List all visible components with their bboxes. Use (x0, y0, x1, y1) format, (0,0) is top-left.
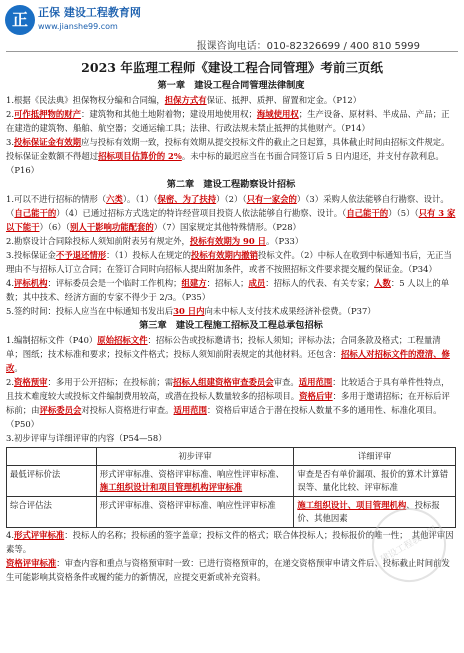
ch2-para-2 (6, 234, 456, 248)
highlight: 只有一家会的 (246, 194, 297, 204)
highlight: 招标人对招标文件的澄清、修改 (6, 349, 450, 373)
highlight: 保密、为了扶持 (157, 194, 217, 204)
text: 。未中标的最迟应当在书面合同签订后 5 日内退还，并支付存款利息。（P16） (6, 151, 444, 175)
highlight: 资格预审 (14, 377, 48, 387)
highlight: 施工组织设计、项目管理机构 (297, 500, 407, 510)
row-label: 综合评估法 (7, 497, 97, 528)
text: 应与投标有效期一致，投标有效期从提交投标文件的截止之日起算，具体截止时间由招标文件规定。投标保证金数额不得超过 (6, 137, 450, 161)
highlight: 成员 (248, 278, 266, 288)
ch3-para-2 (6, 375, 456, 431)
text: ；生产设备、原材料、半成品、产品；正在建造的建筑物、船舶、航空器；交通运输工具；法律、行政法规未禁止抵押的其他财产。（P14） (6, 109, 450, 133)
highlight: 人数 (374, 278, 391, 288)
text: 形式评审标准、资格评审标准、响应性评审标准、 (99, 469, 285, 479)
highlight: 组建方 (181, 278, 207, 288)
ch3-para-1 (6, 333, 456, 375)
text: 4. (6, 530, 14, 540)
ch1-para-1 (6, 93, 456, 107)
text: 向未中标人支付技术成果经济补偿费。（P37） (204, 306, 376, 316)
text: 1.根据《民法典》担保物权分编和合同编， (6, 95, 165, 105)
text: 3.投标保证金 (6, 250, 56, 260)
document-body (6, 78, 456, 584)
text: 5.签约时间：投标人应当在中标通知书发出后 (6, 306, 174, 316)
table-header-row (7, 448, 456, 466)
highlight: 六类 (106, 194, 123, 204)
table-cell: 审查是否有单价漏项、报价的算术计算错误等、量化比较、评审标准 (294, 466, 456, 497)
chapter-2-heading: 第二章 建设工程勘察设计招标 (166, 179, 296, 190)
text: 对投标人资格进行审查。 (81, 405, 174, 415)
text: ：建筑物和其他土地附着物；建设用地使用权； (81, 109, 257, 119)
ch2-para-3 (6, 248, 456, 276)
highlight: 别人干影响功能配套的 (69, 222, 154, 232)
highlight: 资格评审标准 (6, 558, 57, 568)
highlight: 招标项目估算价的 2% (98, 151, 182, 161)
text: ：招标人的代表、有关专家； (265, 278, 375, 288)
highlight: 原始招标文件 (97, 335, 148, 345)
text: 4. (6, 278, 14, 288)
text: ）（2）（ (216, 194, 247, 204)
ch2-para-5 (6, 304, 456, 318)
highlight: 投标有效期内撤销 (191, 250, 259, 260)
text: ：多用于公开招标；在投标前；需 (47, 377, 174, 387)
text: 、投标报价、其他因素 (297, 500, 440, 523)
ch3-para-3: 3.初步评审与详细评审的内容（P54—58） (6, 433, 167, 443)
text: 2. (6, 377, 14, 387)
brand-name[interactable]: 正保 建设工程教育网 (38, 6, 141, 19)
header-divider (6, 51, 458, 52)
text: ：比较适合于具有单件性特点，且技术难度较大或投标文件编制费用较高，或潜在投标人数量较多的招标项目。 (6, 377, 450, 401)
text: ：资格后审适合于潜在投标人数量不多的通用性、标准化项目。（P50） (6, 405, 442, 429)
highlight: 施工组织设计和项目管理机构评审标准 (99, 482, 243, 492)
text: ）（3）采购人依法能够自行勘察、设计。（ (6, 194, 449, 218)
text: ：多用于邀请招标；在开标后评标前；由 (6, 391, 450, 415)
ch1-para-3 (6, 135, 456, 177)
text: ：招标人； (206, 278, 249, 288)
highlight: 自己能干的 (346, 208, 389, 218)
text: ）（7）国家规定其他特殊情形。（P28） (153, 222, 301, 232)
logo-icon[interactable]: 正 (5, 5, 35, 35)
highlight: 担保方式有 (164, 95, 207, 105)
chapter-3-heading: 第三章 建设工程施工招标及工程总承包招标 (139, 320, 323, 331)
table-cell: 形式评审标准、资格评审标准、响应性评审标准 (96, 497, 294, 528)
highlight: 招标人组建资格审查委员会 (173, 377, 274, 387)
table-header: 初步评审 (96, 448, 294, 466)
row-label: 最低评标价法 (7, 466, 97, 497)
text: 3. (6, 137, 14, 147)
highlight: 海域使用权 (256, 109, 299, 119)
text: 。（P33） (266, 236, 304, 246)
text: ：（1）投标人在规定的 (106, 250, 192, 260)
text: 1.可以不进行招标的情形（ (6, 194, 107, 204)
text: 审查。 (273, 377, 299, 387)
watermark-stamp: 建设工程教育网 (358, 494, 459, 595)
text: 保证、抵押、质押、留置和定金。（P12） (206, 95, 362, 105)
table-row (7, 466, 456, 497)
chapter-1-heading: 第一章 建设工程合同管理法律制度 (157, 80, 305, 91)
text: 投标文件。（2）中标人在收到中标通知书后，无正当理由不与招标人订立合同；在签订合同时向招标人提出附加条件，或者不按照招标文件要求提交履约保证金。（P34） (6, 250, 452, 274)
table-cell (96, 466, 294, 497)
highlight: 适用范围 (298, 377, 333, 387)
table-header: 详细评审 (294, 448, 456, 466)
highlight: 资格后审 (299, 391, 333, 401)
text: 1.编制招标文件（P40） (6, 335, 98, 345)
ch2-para-1 (6, 192, 456, 234)
highlight: 只有 3 家以下能干 (6, 208, 456, 232)
text: ）（4）已通过招标方式选定的特许经营项目投资人依法能够自行勘察、设计。（ (56, 208, 347, 218)
text: ）（5）（ (388, 208, 419, 218)
highlight: 不予退还情形 (55, 250, 107, 260)
text: ：投标人的名称；投标函的签字盖章；投标文件的格式；联合体投标人；投标报价的唯一性； 其他评审因素等。 (6, 530, 454, 554)
text: ：5 人以上的单数；其中技术、经济方面的专家不得少于 2/3。（P35） (6, 278, 450, 302)
site-url[interactable]: www.jianshe99.com (38, 22, 118, 31)
text: 2. (6, 109, 14, 119)
highlight: 评标机构 (14, 278, 48, 288)
highlight: 投标保证金有效期 (14, 137, 81, 147)
table-corner (7, 448, 97, 466)
highlight: 适用范围 (173, 405, 207, 415)
highlight: 30 日内 (173, 306, 205, 316)
text: ：招标公告或投标邀请书；投标人须知；评标办法；合同条款及格式；工程量清单；图纸；技术标准和要求；投标文件格式；投标人须知前附表规定的其他材料。还包含： (6, 335, 441, 359)
text: ：审查内容和重点与资格预审时一致：已进行资格预审的，在递交资格预审申请文件后、投标截止时间前发生可能影响其资格条件或履约能力的新情况，应提交更新或补充资料。 (6, 558, 450, 582)
header (0, 0, 464, 40)
text: ）（6）（ (39, 222, 70, 232)
ch1-para-2 (6, 107, 456, 135)
text: ）。（1）（ (122, 194, 158, 204)
text: ：评标委员会是一个临时工作机构； (47, 278, 182, 288)
highlight: 自己能干的 (14, 208, 57, 218)
hotline: 报课咨询电话：010-82326699 / 400 810 5999 (196, 41, 420, 52)
highlight: 形式评审标准 (14, 530, 65, 540)
text: 。 (14, 363, 23, 373)
highlight: 可作抵押物的财产 (14, 109, 81, 119)
text: 2.勘察设计合同除投标人须知前附表另有规定外， (6, 236, 190, 246)
highlight: 投标有效期为 90 日 (189, 236, 266, 246)
highlight: 评标委员会 (39, 405, 82, 415)
document-title: 2023 年监理工程师《建设工程合同管理》考前三页纸 (81, 60, 383, 75)
ch2-para-4 (6, 276, 456, 304)
